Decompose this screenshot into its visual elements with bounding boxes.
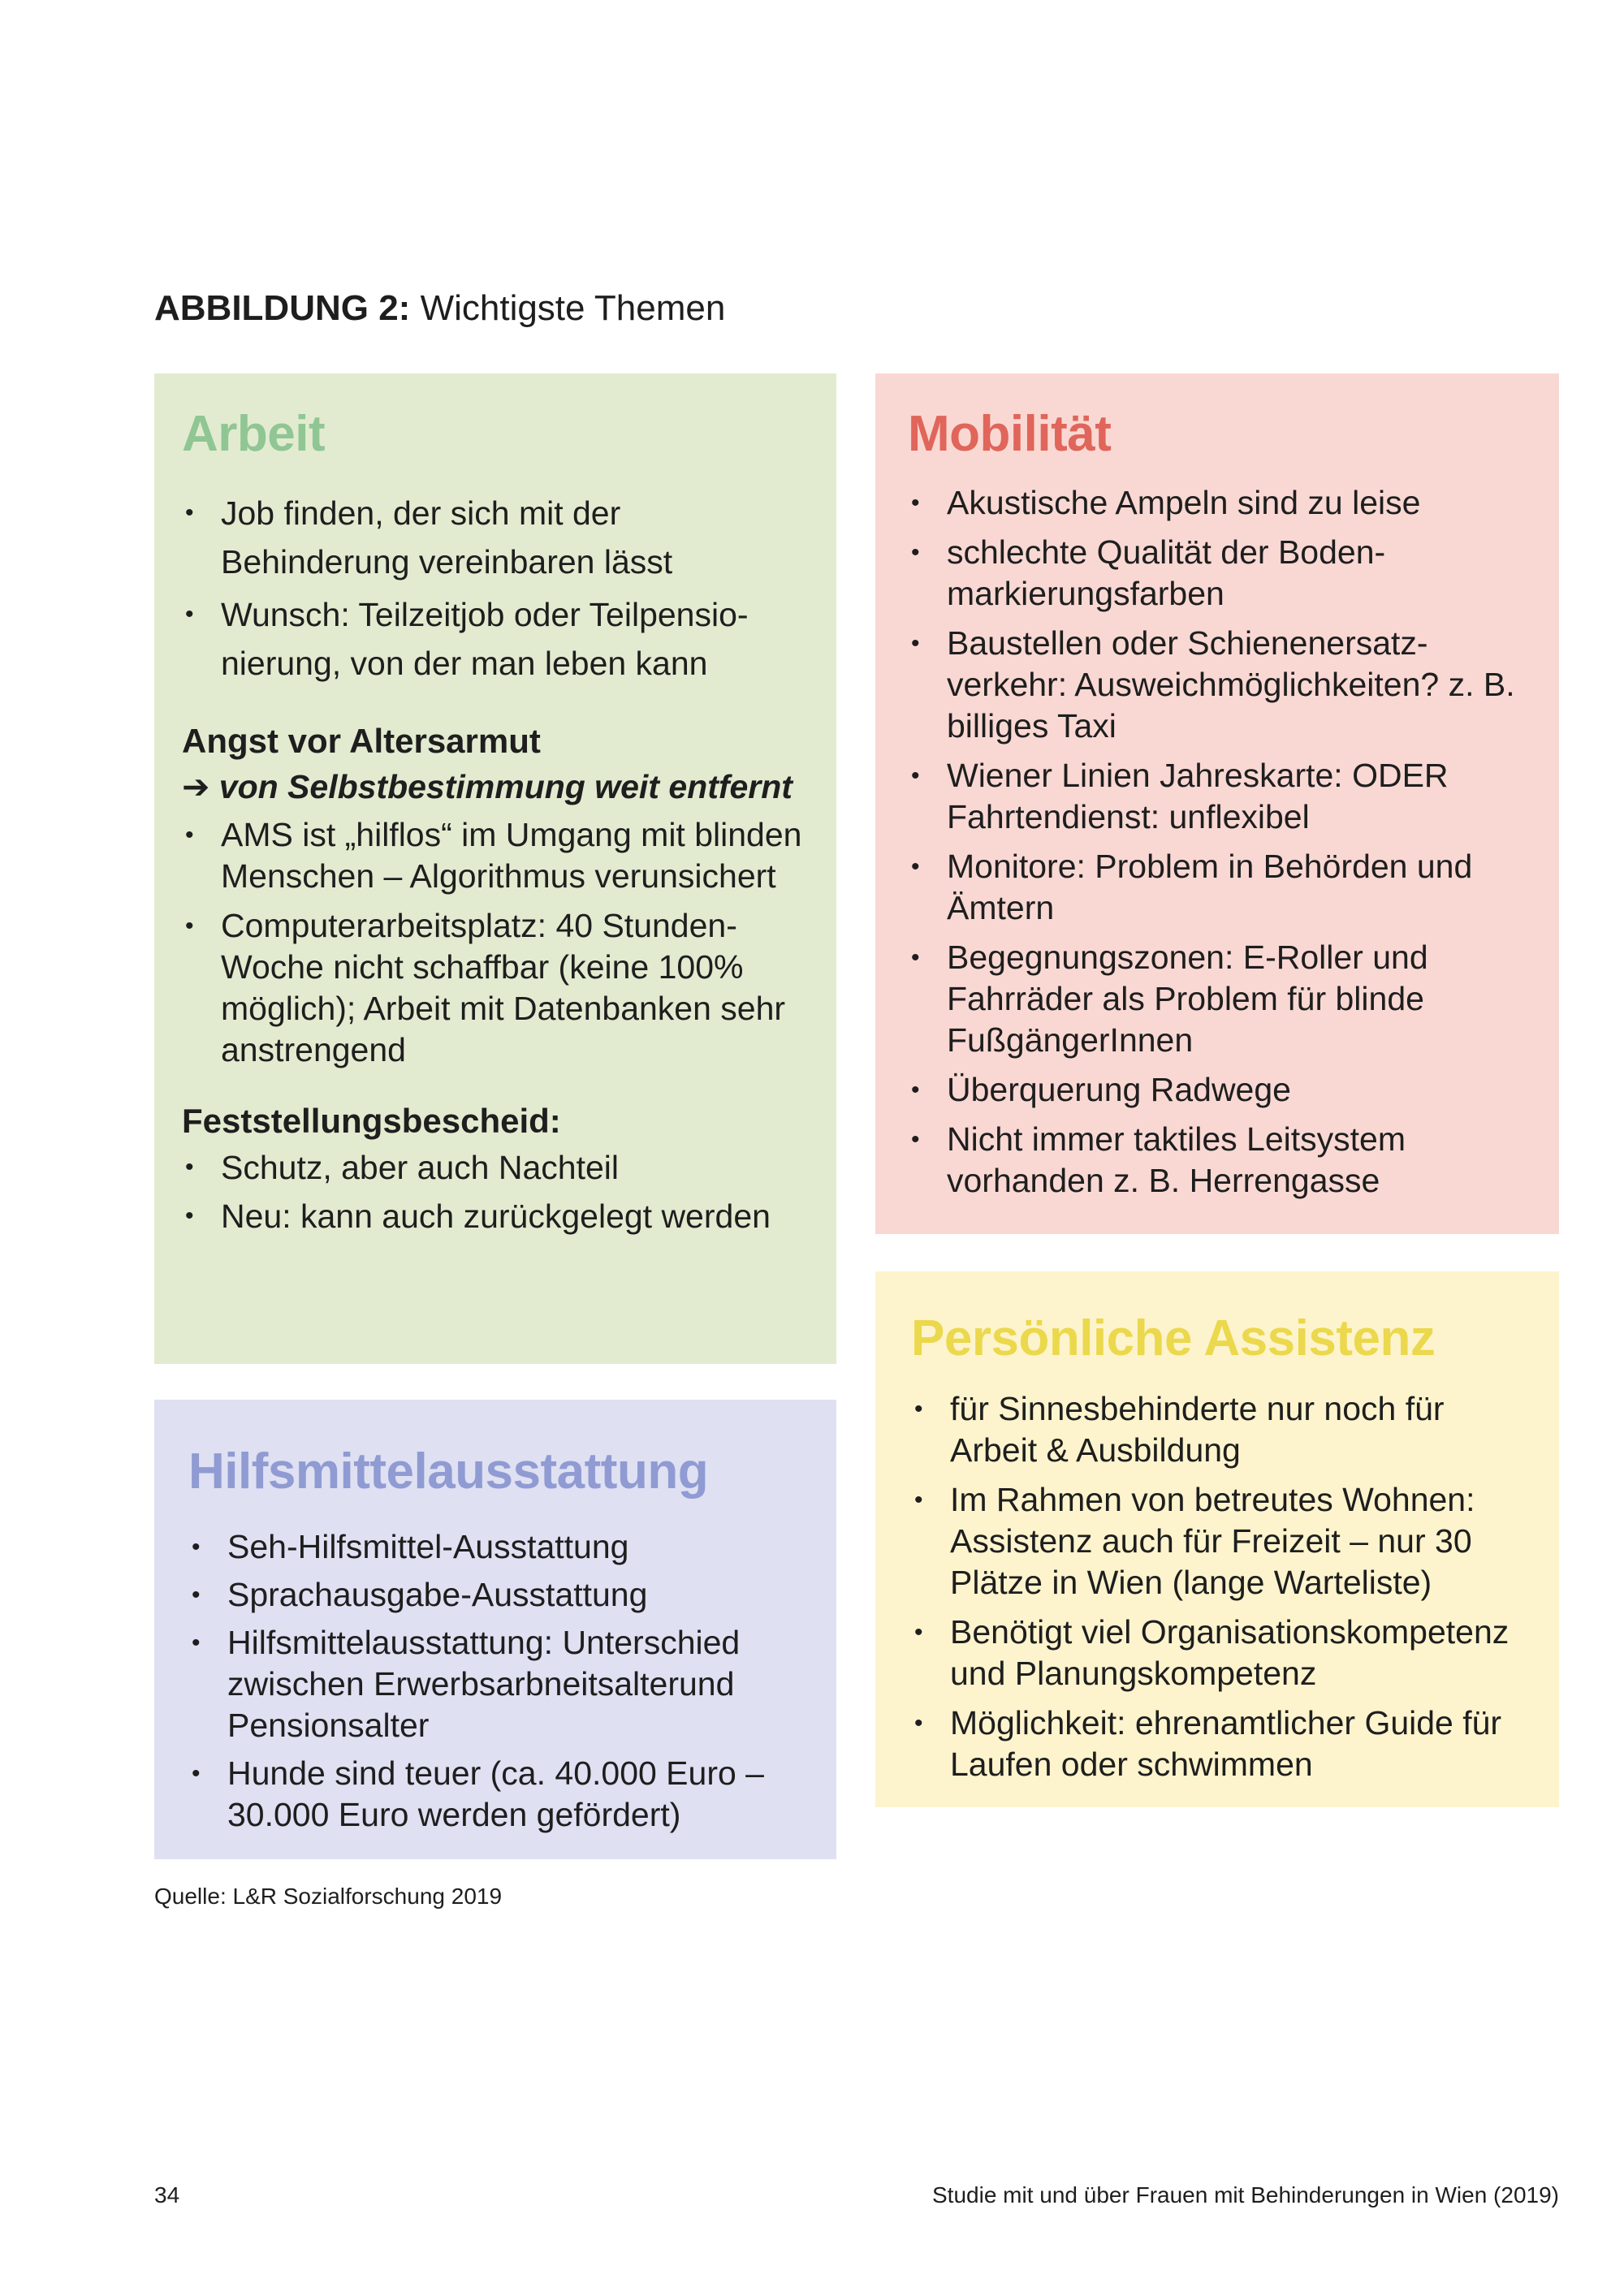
list-item: • Akustische Ampeln sind zu leise: [908, 482, 1527, 524]
list-item: • Nicht immer taktiles Leitsystem vorhanden z. B. Herrengasse: [908, 1119, 1527, 1202]
publication-title: Studie mit und über Frauen mit Behinderungen in Wien (2019): [932, 2182, 1559, 2208]
arbeit-box: [154, 373, 836, 1364]
hilfsmittel-list: [188, 1526, 804, 1836]
list-item: • Im Rahmen von betreutes Wohnen: Assistenz auch für Freizeit – nur 30 Plätze in Wien (lange Warteliste): [911, 1479, 1527, 1603]
list-item: • Hilfsmittelausstattung: Unterschied zwischen Erwerbsarbneitsalterund Pensionsalter: [188, 1622, 804, 1746]
list-item: • für Sinnesbehinderte nur noch für Arbeit & Ausbildung: [911, 1388, 1527, 1471]
list-item: • Neu: kann auch zurückgelegt werden: [182, 1193, 804, 1240]
list-item: • Begegnungszonen: E-Roller und Fahrräder als Problem für blinde FußgängerInnen: [908, 937, 1527, 1061]
emphasis-text: von Selbstbestimmung weit entfernt: [218, 768, 793, 805]
list-item: • Seh-Hilfsmittel-Ausstattung: [188, 1526, 804, 1568]
list-item: • schlechte Qualität der Boden-markierungsfarben: [908, 532, 1527, 615]
list-item: • Wiener Linien Jahreskarte: ODER Fahrtendienst: unflexibel: [908, 755, 1527, 838]
feststellungsbescheid-subheading: Feststellungsbescheid:: [182, 1102, 561, 1140]
list-item: • Schutz, aber auch Nachteil: [182, 1144, 804, 1191]
list-item: • Möglichkeit: ehrenamtlicher Guide für Laufen oder schwimmen: [911, 1703, 1527, 1785]
mobilitaet-heading: Mobilität: [908, 406, 1112, 462]
mobilitaet-list: [908, 482, 1527, 1202]
list-item: • AMS ist „hilflos“ im Umgang mit blinden Menschen – Algorithmus verunsichert: [182, 814, 804, 897]
figure-title: [154, 286, 725, 331]
list-item: • Hunde sind teuer (ca. 40.000 Euro – 30.000 Euro werden gefördert): [188, 1753, 804, 1836]
source-note: Quelle: L&R Sozialforschung 2019: [154, 1884, 503, 1909]
list-item: • Job finden, der sich mit der Behinderung vereinbaren lässt: [182, 489, 804, 586]
mobilitaet-box: [875, 373, 1559, 1234]
assistenz-list: [911, 1388, 1527, 1785]
list-item: • Monitore: Problem in Behörden und Ämtern: [908, 846, 1527, 929]
assistenz-heading: Persönliche Assistenz: [911, 1310, 1436, 1366]
arbeit-list-bottom: [182, 1144, 804, 1240]
arbeit-list-top: [182, 489, 804, 688]
list-item: • Überquerung Radwege: [908, 1069, 1527, 1111]
list-item: • Wunsch: Teilzeitjob oder Teilpensionierung, von der man leben kann: [182, 590, 804, 688]
list-item: • Baustellen oder Schienenersatz-verkehr: Ausweichmöglichkeiten? z. B. billiges Taxi: [908, 623, 1527, 747]
arbeit-list-mid: [182, 814, 804, 1071]
altersarmut-subheading: Angst vor Altersarmut: [182, 722, 541, 760]
selbstbestimmung-emphasis: [182, 764, 804, 809]
list-item: • Sprachausgabe-Ausstattung: [188, 1574, 804, 1616]
hilfsmittel-heading: Hilfsmittelausstattung: [188, 1444, 709, 1500]
list-item: • Computerarbeitsplatz: 40 Stunden-Woche nicht schaffbar (keine 100% möglich); Arbeit mit Datenbanken sehr anstrengend: [182, 905, 804, 1071]
page-number: 34: [154, 2182, 180, 2208]
arbeit-heading: Arbeit: [182, 406, 326, 462]
arrow-icon: ➔: [182, 768, 210, 805]
hilfsmittel-box: [154, 1400, 836, 1859]
figure-label: ABBILDUNG 2:: [154, 288, 411, 328]
list-item: • Benötigt viel Organisationskompetenz und Planungskompetenz: [911, 1612, 1527, 1694]
figure-title-text: Wichtigste Themen: [420, 288, 726, 328]
assistenz-box: [875, 1271, 1559, 1807]
